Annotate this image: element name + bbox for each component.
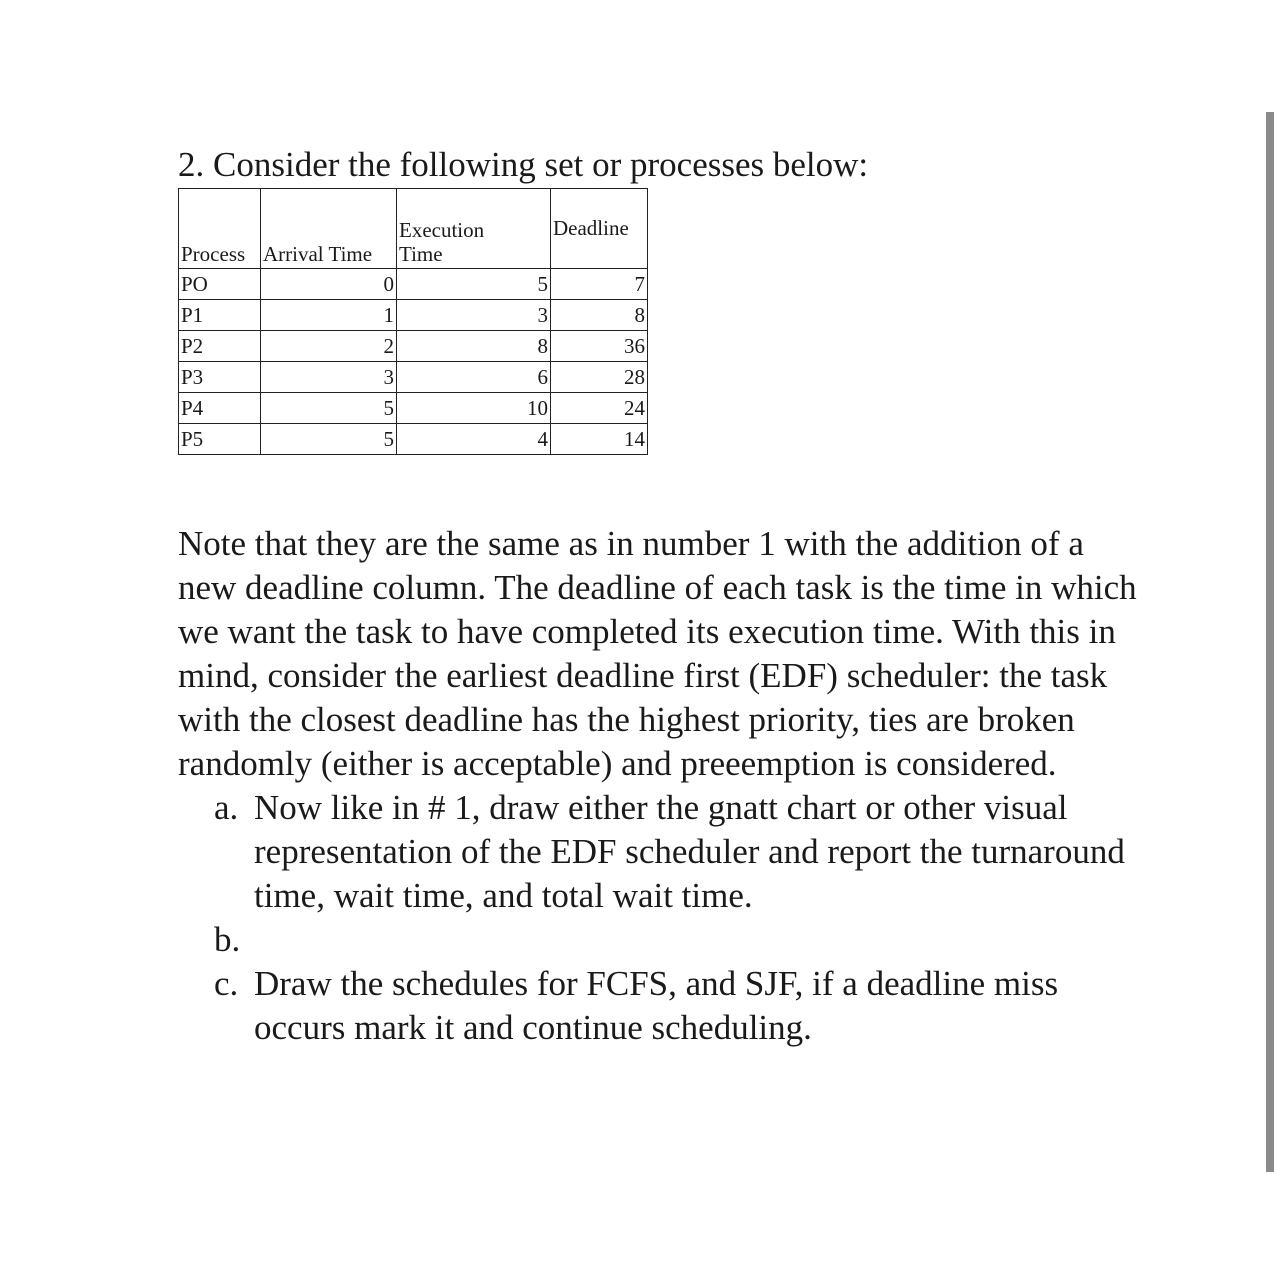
note-paragraph: Note that they are the same as in number 1 with the addition of a new deadline column. The deadline of each task is the time in which we want the task to have completed its execution time. With this in mind, consider the earliest deadline first (EDF) scheduler: the task with the closest deadline has the highest priority, ties are broken randomly (either is acceptable) and preeemption is considered. — [178, 524, 1137, 783]
cell-deadline: 14 — [551, 424, 648, 455]
cell-arrival: 1 — [261, 300, 397, 331]
cell-execution: 10 — [397, 393, 551, 424]
subpart-a — [178, 786, 1138, 918]
cell-execution: 3 — [397, 300, 551, 331]
subpart-marker: c. — [214, 964, 239, 1003]
header-deadline: Deadline — [551, 189, 648, 269]
cell-deadline: 7 — [551, 269, 648, 300]
subpart-c — [178, 962, 1138, 1050]
cell-arrival: 5 — [261, 424, 397, 455]
table-header-row — [179, 189, 648, 269]
cell-process: P2 — [179, 331, 261, 362]
cell-arrival: 3 — [261, 362, 397, 393]
cell-process: PO — [179, 269, 261, 300]
cell-execution: 6 — [397, 362, 551, 393]
header-execution-line1: Execution — [399, 218, 485, 242]
cell-execution: 8 — [397, 331, 551, 362]
cell-process: P5 — [179, 424, 261, 455]
subpart-b — [178, 918, 1138, 962]
subpart-text: Now like in # 1, draw either the gnatt chart or other visual representation of the EDF scheduler and report the turnaround time, wait time, and total wait time. — [254, 788, 1125, 915]
header-arrival-time: Arrival Time — [261, 189, 397, 269]
question-body — [178, 522, 1138, 1050]
cell-deadline: 36 — [551, 331, 648, 362]
subpart-marker: b. — [214, 920, 241, 959]
cell-arrival: 0 — [261, 269, 397, 300]
cell-process: P1 — [179, 300, 261, 331]
cell-execution: 5 — [397, 269, 551, 300]
cell-deadline: 28 — [551, 362, 648, 393]
table-row — [179, 362, 648, 393]
cell-arrival: 5 — [261, 393, 397, 424]
question-title: 2. Consider the following set or processes below: — [178, 145, 869, 184]
header-execution-line2: Time — [399, 242, 443, 266]
subpart-marker: a. — [214, 788, 239, 827]
cell-process: P4 — [179, 393, 261, 424]
header-execution-time — [397, 189, 551, 269]
header-process: Process — [179, 189, 261, 269]
table-row — [179, 331, 648, 362]
cell-deadline: 8 — [551, 300, 648, 331]
process-table — [178, 188, 648, 455]
scrollbar[interactable] — [1266, 112, 1274, 1172]
table-row — [179, 393, 648, 424]
table-row — [179, 269, 648, 300]
cell-arrival: 2 — [261, 331, 397, 362]
cell-deadline: 24 — [551, 393, 648, 424]
cell-execution: 4 — [397, 424, 551, 455]
subpart-text: Draw the schedules for FCFS, and SJF, if a deadline miss occurs mark it and continue scheduling. — [254, 964, 1059, 1047]
subpart-text — [254, 920, 263, 959]
table-row — [179, 424, 648, 455]
table-row — [179, 300, 648, 331]
subpart-list — [178, 786, 1138, 1050]
cell-process: P3 — [179, 362, 261, 393]
